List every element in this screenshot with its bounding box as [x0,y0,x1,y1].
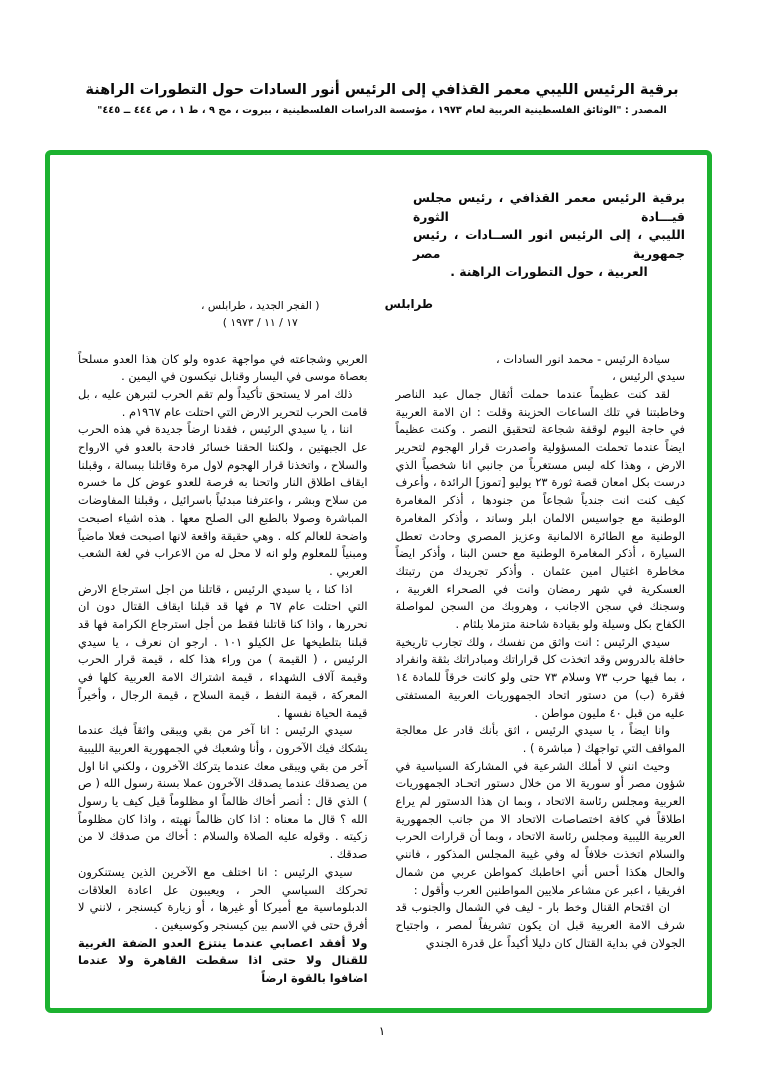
body-paragraph: وحيث انني لا أملك الشرعية في المشاركة السياسية في شؤون مصر أو سورية الا من خلال دستور اتحـاد الجمهوريات العربية ومجلس رئاسة الاتحاد ، وبما ان هذا الدستور لم يراع اطلاقاً في كافة اختصاصات الاتحاد الا من جانب الجمهورية العربية الليبية ومجلس رئاسة الاتحاد ، وبما أن قرارات الحرب والسلام اتخذت خلافاً له وفي غيبة المجلس المذكور ، فانني والحال هكذا أحس أني اخاطبك كمواطن عربي من شمال افريقيا ، اعبر عن مشاعر ملايين المواطنين العرب وأقول : [395,758,685,897]
telegram-heading-line: الليبي ، إلى الرئيس انور الســادات ، رئيس جمهورية مصر [413,228,685,261]
telegram-heading [413,189,685,282]
body-paragraph: اننا ، يا سيدي الرئيس ، فقدنا ارضاً جديدة في هذه الحرب عل الجبهتين ، ولكننا الحقنا خسائر فادحة بالعدو في الارواح والسلاح ، واتخذنا قرار الهجوم لاول مرة وقاتلنا ببسالة ، وقبلنا ايقاف اطلاق النار واتحنا به فرصة للعدو عوض كل ما خسره من سلاح وبشر ، واعترفنا مبدئياً باسرائيل ، وقبلنا المفاوضات المباشرة وصولا بالطبع الى الصلح معها . هذه اشياء اصبحت واضحة للعالم كله . وهي حقيقة واقعة لانها اصبحت فعلا ماضياً ومبنياً للمعلوم ولو انه لا محل له من الاعراب في لغة الشعب العربي . [78,422,368,578]
body-paragraph: اذا كنا ، يا سيدي الرئيس ، قاتلنا من اجل استرجاع الارض التي احتلت عام ٦٧ م فها قد قبلنا ايقاف القتال دون ان نحررها ، واذا كنا قاتلنا فقط من أجل استرجاع الكرامة فها قد قبلنا بتلطيخها عل الكيلو ١٠١ . ارجو ان نعرف ، يا سيدي الرئيس ، ( القيمة ) من وراء هذا كله ، قيمة قرار الحرب وقيمة آلاف الشهداء ، قيمة اشتراك الامة العربية كلها في المعركة ، قيمة النفط ، قيمة السلاح ، قيمة الرجال ، وأخيراً قيمة الحياة نفسها . [78,581,368,720]
dateline-city: طرابلس [384,296,433,311]
body-paragraph: ذلك امر لا يستحق تأكيداً ولم تقم الحرب لتبرهن عليه ، بل قامت الحرب لتحرير الارض التي احتلت عام ١٩٦٧م . [78,386,368,419]
body-paragraph-continuation: العربي وشجاعته في مواجهة عدوه ولو كان هذا العدو مسلحاً بعصاة موسى في اليسار وقنابل نيكسون في اليمين . [78,351,368,384]
dateline [201,297,433,331]
telegram-heading-line: برقية الرئيس معمر القذافي ، رئيس مجلس قيـــادة الثورة [413,191,685,224]
dateline-source-name: ( الفجر الجديد ، طرابلس ، [201,298,320,312]
column-right [396,351,686,988]
dateline-source [201,297,320,331]
body-paragraph: لقد كنت عظيماً عندما حملت أثقال جمال عبد الناصر وخاطبتنا في تلك الساعات الحزينة وقلت : ان الامة العربية في حاجة اليوم لوقفة شجاعة لتحقيق النصر . وكنت عظيماً ايضاً عندما تحملت المسؤولية واصدرت قرار الهجوم لتحرير الارض ، وهذا كله ليس مستغرباً من جانبي انا شخصياً الذي درست بكل امعان قصة ثورة ٢٣ يوليو [تموز] الرائدة ، وأعرف كيف كنت انت جندياً شجاعاً من جنودها ، أذكر المغامرة الوطنية مع جواسيس الالمان ابلر وساند ، وأذكر المغامرة الوطنية مع الطائرة الالمانية وعزيز المصري وحادث تعطل السيارة ، أذكر المغامرة الوطنية مع حسن البنا ، وأذكر ايضاً مخاطرة اغتيال امين عثمان . وأذكر تجريدك من رتبتك العسكرية في شهر رمضان وانت في الصحراء الغربية ، وسجنك في سجن الاجانب ، وهروبك من السجن لمواصلة الكفاح بكل وسيلة ولو بقيادة شاحنة متزملا بلثام . [395,386,685,632]
body-paragraph: سيدي الرئيس : انت واثق من نفسك ، ولك تجارب تاريخية حافلة بالدروس وقد اتخذت كل قراراتك ومبادراتك بثقة وانفراد ، بما فيها حرب ٧٣ وسلام ٧٣ حتى ولو كانت خرقاً للمادة ١٤ فقرة (ب) من دستور اتحاد الجمهوريات العربية المستفتى عليه من قبل ٤٠ مليون مواطن . [395,634,685,720]
salutation-line: سيدي الرئيس ، [612,369,685,384]
body-paragraph: ان اقتحام القنال وخط بار - ليف في الشمال والجنوب قد شرف الامة العربية قبل ان يكون تشريفاً لمصر ، واجتياح الجولان في بداية القتال كان دليلا أكيداً عل قدرة الجندي [395,900,685,950]
green-document-frame [45,150,712,1013]
column-left [78,351,368,988]
page-number: ١ [378,1024,386,1038]
body-paragraph: وانا ايضاً ، يا سيدي الرئيس ، اثق بأنك قادر عل معالجة المواقف التي تواجهك ( مباشرة ) . [395,723,685,755]
dateline-date: ١٧ / ١١ / ١٩٧٣ ) [222,315,298,329]
document-header [0,82,764,116]
source-citation: المصدر : "الوثائق الفلسطينية العربية لعام ١٩٧٣ ، مؤسسة الدراسات الفلسطينية ، بيروت ، مج ٩ ، ط ١ ، ص ٤٤٤ ــ ٤٤٥" [97,105,667,116]
salutation-addressee: سيادة الرئيس - محمد انور السادات ، [495,351,670,366]
body-paragraph: سيدي الرئيس : انا اختلف مع الآخرين الذين يستنكرون تحركك السياسي الحر ، ويعيبون عل اعادة العلاقات الدبلوماسية مع أميركا أو غيرها ، أو زيارة كيسنجر ، لانني لا أفرق حتى في الاسم بين كيسنجر وكوسيغين . [78,864,368,932]
body-paragraph: سيدي الرئيس : انا آخر من بقي ويبقى واثقاً فيك عندما يشكك فيك الآخرون ، وأنا وشعبك في الجمهورية العربية الليبية آخر من بقي ويبقى معك عندما يتركك الآخرون ، ولكني انا اول من يصدقك عندما يصدقك الآخرون عملا بسنة رسول الله ( ص ) الذي قال : أنصر أخاك ظالماً او مظلوماً قيل كيف يا رسول الله ؟ قال ما معناه : اذا كان ظالماً نهيته ، واذا كان مظلوماً زكيته . وقوله عليه الصلاة والسلام : أخاك من صدقك لا من صدقك . [78,723,368,862]
body-paragraph-emphasized: ولا أفقد اعصابي عندما ينتزع العدو الضفة الغربية للقنال ولا حتى اذا سقطت القاهرة ولا عندما اضافوا بالقوة ارضاً [78,935,368,986]
page-title: برقية الرئيس الليبي معمر القذافي إلى الرئيس أنور السادات حول التطورات الراهنة [85,82,679,98]
telegram-heading-line: العربية ، حول التطورات الراهنة . [450,265,648,279]
body-columns [78,351,685,988]
